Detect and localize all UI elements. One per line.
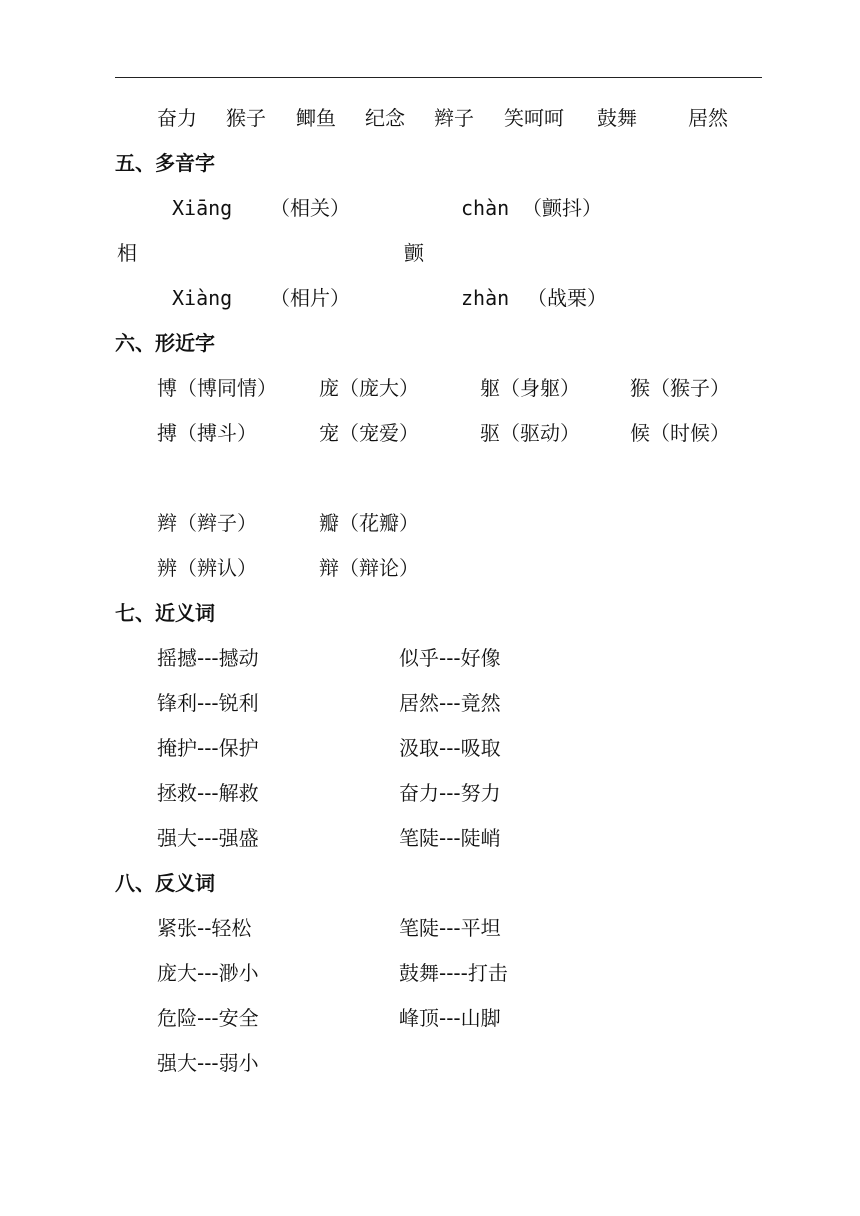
pinyin-xiang-1: Xiāng <box>172 196 233 220</box>
synonym-pair: 居然---竟然 <box>399 691 501 715</box>
synonym-pair: 笔陡---陡峭 <box>399 826 501 850</box>
synonym-pair: 锋利---锐利 <box>157 691 259 715</box>
synonym-pair: 强大---强盛 <box>157 826 259 850</box>
section-heading-fanyici: 八、反义词 <box>115 871 215 895</box>
pinyin-xiang-2: Xiàng <box>172 286 233 310</box>
similar-char-item: 候（时候） <box>630 421 730 445</box>
word-chan-2: （战栗） <box>527 286 607 310</box>
synonym-pair: 汲取---吸取 <box>399 736 501 760</box>
word-item: 居然 <box>688 106 728 130</box>
synonym-pair: 摇撼---撼动 <box>157 646 259 670</box>
word-item: 笑呵呵 <box>504 106 564 130</box>
similar-char-item: 辫（辫子） <box>157 511 257 535</box>
pinyin-chan-1: chàn <box>461 196 510 220</box>
section-heading-xingjinzi: 六、形近字 <box>115 331 215 355</box>
similar-char-item: 猴（猴子） <box>630 376 730 400</box>
synonym-pair: 拯救---解救 <box>157 781 259 805</box>
antonym-pair: 危险---安全 <box>157 1006 259 1030</box>
word-item: 辫子 <box>434 106 474 130</box>
antonym-pair: 庞大---渺小 <box>157 961 259 985</box>
char-chan: 颤 <box>404 241 424 265</box>
similar-char-item: 辨（辨认） <box>157 556 257 580</box>
antonym-pair: 峰顶---山脚 <box>399 1006 501 1030</box>
word-xiang-2: （相片） <box>270 286 350 310</box>
word-item: 鼓舞 <box>597 106 637 130</box>
char-xiang: 相 <box>117 241 137 265</box>
similar-char-item: 宠（宠爱） <box>319 421 419 445</box>
similar-char-item: 搏（搏斗） <box>157 421 257 445</box>
antonym-pair: 紧张--轻松 <box>157 916 252 940</box>
synonym-pair: 似乎---好像 <box>399 646 501 670</box>
similar-char-item: 辩（辩论） <box>319 556 419 580</box>
synonym-pair: 掩护---保护 <box>157 736 259 760</box>
pinyin-chan-2: zhàn <box>461 286 510 310</box>
synonym-pair: 奋力---努力 <box>399 781 501 805</box>
antonym-pair: 强大---弱小 <box>157 1051 259 1075</box>
section-heading-duoyinzi: 五、多音字 <box>115 151 215 175</box>
similar-char-item: 躯（身躯） <box>480 376 580 400</box>
word-xiang-1: （相关） <box>270 196 350 220</box>
antonym-pair: 鼓舞----打击 <box>399 961 508 985</box>
section-heading-jinyici: 七、近义词 <box>115 601 215 625</box>
word-item: 奋力 <box>157 106 197 130</box>
antonym-pair: 笔陡---平坦 <box>399 916 501 940</box>
similar-char-item: 博（博同情） <box>157 376 277 400</box>
word-chan-1: （颤抖） <box>522 196 602 220</box>
similar-char-item: 瓣（花瓣） <box>319 511 419 535</box>
header-rule <box>115 77 762 78</box>
word-item: 猴子 <box>226 106 266 130</box>
similar-char-item: 庞（庞大） <box>319 376 419 400</box>
word-item: 鲫鱼 <box>296 106 336 130</box>
word-item: 纪念 <box>365 106 405 130</box>
similar-char-item: 驱（驱动） <box>480 421 580 445</box>
